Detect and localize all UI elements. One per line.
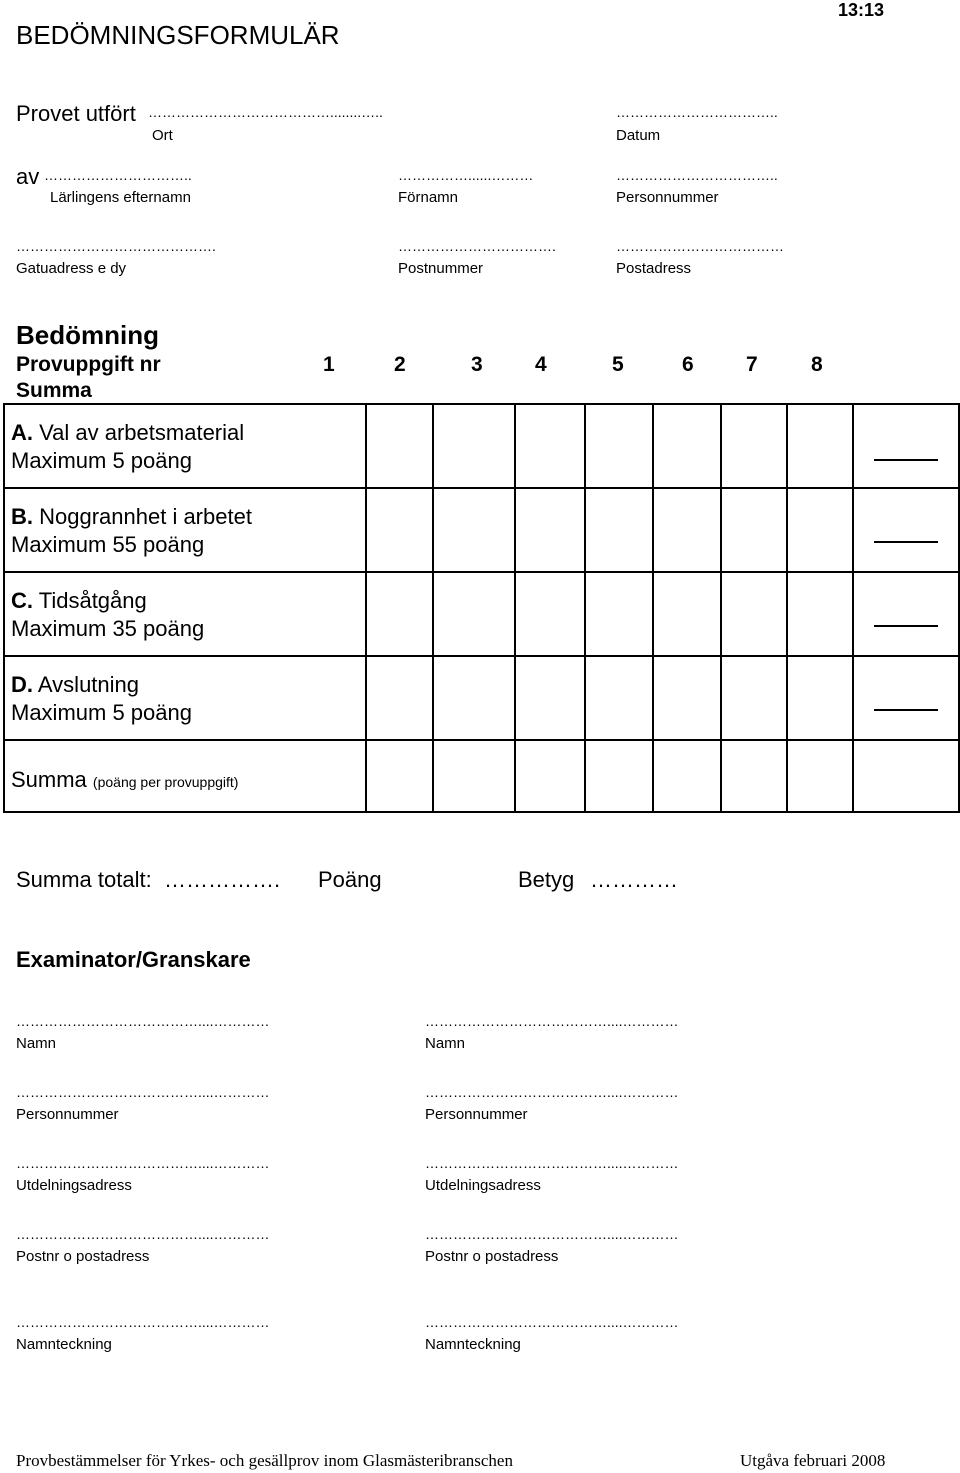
examiner2-namn-label: Namn bbox=[425, 1035, 466, 1052]
score-cell[interactable] bbox=[585, 572, 653, 656]
assessment-table bbox=[3, 403, 960, 813]
score-cell[interactable] bbox=[787, 404, 853, 488]
score-cell[interactable] bbox=[721, 572, 787, 656]
examiner2-namn-field[interactable]: …………………………………....………… bbox=[425, 1013, 679, 1029]
score-cell[interactable] bbox=[653, 404, 721, 488]
score-cell[interactable] bbox=[787, 656, 853, 740]
av-label: av bbox=[16, 164, 40, 189]
summa-cell[interactable] bbox=[853, 656, 959, 740]
fornamn-label: Förnamn bbox=[398, 189, 459, 206]
betyg-field[interactable]: ………… bbox=[590, 867, 678, 892]
task-number: 6 bbox=[682, 353, 694, 376]
summa-cell[interactable] bbox=[853, 572, 959, 656]
criterion-cell: D. Avslutning Maximum 5 poäng bbox=[4, 656, 366, 740]
examiner1-personnummer-label: Personnummer bbox=[16, 1106, 119, 1123]
ort-field[interactable]: …………………………………........….. bbox=[148, 104, 383, 120]
score-cell[interactable] bbox=[366, 488, 433, 572]
score-cell[interactable] bbox=[787, 572, 853, 656]
page-title: BEDÖMNINGSFORMULÄR bbox=[16, 20, 340, 50]
sum-cell[interactable] bbox=[853, 740, 959, 812]
score-cell[interactable] bbox=[433, 572, 516, 656]
datum-label: Datum bbox=[616, 127, 661, 144]
summa-cell[interactable] bbox=[853, 488, 959, 572]
footer-left: Provbestämmelser för Yrkes- och gesällprov inom Glasmästeribranschen bbox=[16, 1451, 513, 1470]
examiner1-namn-field[interactable]: …………………………………....………… bbox=[16, 1013, 270, 1029]
sum-cell[interactable] bbox=[721, 740, 787, 812]
sum-cell[interactable] bbox=[366, 740, 433, 812]
ort-label: Ort bbox=[152, 127, 173, 144]
score-cell[interactable] bbox=[366, 656, 433, 740]
score-cell[interactable] bbox=[585, 656, 653, 740]
gatuadress-field[interactable]: ……………………………………. bbox=[16, 238, 216, 254]
betyg-label: Betyg bbox=[518, 867, 575, 892]
task-number: 3 bbox=[471, 353, 483, 376]
gatuadress-label: Gatuadress e dy bbox=[16, 260, 127, 277]
task-number: 5 bbox=[612, 353, 624, 376]
postnummer-label: Postnummer bbox=[398, 260, 484, 277]
sum-cell[interactable] bbox=[787, 740, 853, 812]
task-number: 1 bbox=[323, 353, 335, 376]
examiner1-postadress-field[interactable]: …………………………………....………… bbox=[16, 1226, 270, 1242]
table-row bbox=[4, 404, 959, 488]
task-number: 7 bbox=[746, 353, 758, 376]
postadress-label: Postadress bbox=[616, 260, 692, 277]
criterion-cell: C. Tidsåtgång Maximum 35 poäng bbox=[4, 572, 366, 656]
sum-cell[interactable] bbox=[433, 740, 516, 812]
task-number: 4 bbox=[535, 353, 547, 376]
score-cell[interactable] bbox=[515, 572, 585, 656]
criterion-cell: B. Noggrannhet i arbetet Maximum 55 poäng bbox=[4, 488, 366, 572]
datum-field[interactable]: …………………………….. bbox=[616, 104, 778, 120]
score-cell[interactable] bbox=[721, 488, 787, 572]
examiner2-postadress-field[interactable]: …………………………………....………… bbox=[425, 1226, 679, 1242]
examiner1-namn-label: Namn bbox=[16, 1035, 57, 1052]
score-cell[interactable] bbox=[653, 656, 721, 740]
sum-cell[interactable] bbox=[653, 740, 721, 812]
examiner2-personnummer-label: Personnummer bbox=[425, 1106, 528, 1123]
examiner1-namnteckning-field[interactable]: …………………………………....………… bbox=[16, 1314, 270, 1330]
examiner2-namnteckning-label: Namnteckning bbox=[425, 1336, 521, 1353]
table-row bbox=[4, 572, 959, 656]
table-row bbox=[4, 656, 959, 740]
score-cell[interactable] bbox=[515, 488, 585, 572]
score-cell[interactable] bbox=[585, 488, 653, 572]
assessment-heading: Bedömning bbox=[16, 320, 159, 350]
score-cell[interactable] bbox=[721, 404, 787, 488]
postadress-field[interactable]: ……………………………… bbox=[616, 238, 784, 254]
summa-totalt-label: Summa totalt: bbox=[16, 867, 152, 892]
postnummer-field[interactable]: ……………………………. bbox=[398, 238, 556, 254]
personnummer-label: Personnummer bbox=[616, 189, 719, 206]
efternamn-field[interactable]: ………………………….. bbox=[44, 167, 192, 183]
sum-cell[interactable] bbox=[585, 740, 653, 812]
personnummer-field[interactable]: …………………………….. bbox=[616, 167, 778, 183]
score-cell[interactable] bbox=[366, 404, 433, 488]
table-row bbox=[4, 488, 959, 572]
examiner2-personnummer-field[interactable]: …………………………………....………… bbox=[425, 1084, 679, 1100]
score-cell[interactable] bbox=[433, 488, 516, 572]
examiner1-namnteckning-label: Namnteckning bbox=[16, 1336, 112, 1353]
time-label: 13:13 bbox=[838, 0, 885, 20]
examiner2-utdelningsadress-label: Utdelningsadress bbox=[425, 1177, 541, 1194]
score-cell[interactable] bbox=[515, 404, 585, 488]
summa-totalt-field[interactable]: ……………. bbox=[164, 867, 281, 892]
score-cell[interactable] bbox=[433, 656, 516, 740]
footer-right: Utgåva februari 2008 bbox=[740, 1451, 886, 1470]
task-number: 8 bbox=[811, 353, 823, 376]
examiner1-utdelningsadress-field[interactable]: …………………………………....………… bbox=[16, 1155, 270, 1171]
examiner-heading: Examinator/Granskare bbox=[16, 947, 251, 972]
examiner2-postadress-label: Postnr o postadress bbox=[425, 1248, 559, 1265]
efternamn-label: Lärlingens efternamn bbox=[50, 189, 191, 206]
score-cell[interactable] bbox=[366, 572, 433, 656]
score-cell[interactable] bbox=[585, 404, 653, 488]
examiner1-utdelningsadress-label: Utdelningsadress bbox=[16, 1177, 132, 1194]
score-cell[interactable] bbox=[653, 488, 721, 572]
fornamn-field[interactable]: ……………......……… bbox=[398, 167, 534, 183]
score-cell[interactable] bbox=[433, 404, 516, 488]
examiner1-personnummer-field[interactable]: …………………………………....………… bbox=[16, 1084, 270, 1100]
summa-header-label: Summa bbox=[16, 379, 92, 402]
examiner2-utdelningsadress-field[interactable]: …………………………………....………… bbox=[425, 1155, 679, 1171]
score-cell[interactable] bbox=[721, 656, 787, 740]
criterion-cell: A. Val av arbetsmaterial Maximum 5 poäng bbox=[4, 404, 366, 488]
examiner1-postadress-label: Postnr o postadress bbox=[16, 1248, 150, 1265]
score-cell[interactable] bbox=[653, 572, 721, 656]
task-number: 2 bbox=[394, 353, 406, 376]
summa-cell[interactable] bbox=[853, 404, 959, 488]
sum-row-label-cell: Summa (poäng per provuppgift) bbox=[4, 740, 366, 812]
examiner2-namnteckning-field[interactable]: …………………………………....………… bbox=[425, 1314, 679, 1330]
poang-label: Poäng bbox=[318, 867, 382, 892]
score-cell[interactable] bbox=[515, 656, 585, 740]
sum-cell[interactable] bbox=[515, 740, 585, 812]
score-cell[interactable] bbox=[787, 488, 853, 572]
provuppgift-label: Provuppgift nr bbox=[16, 353, 161, 376]
provet-label: Provet utfört bbox=[16, 101, 136, 126]
table-row bbox=[4, 740, 959, 812]
